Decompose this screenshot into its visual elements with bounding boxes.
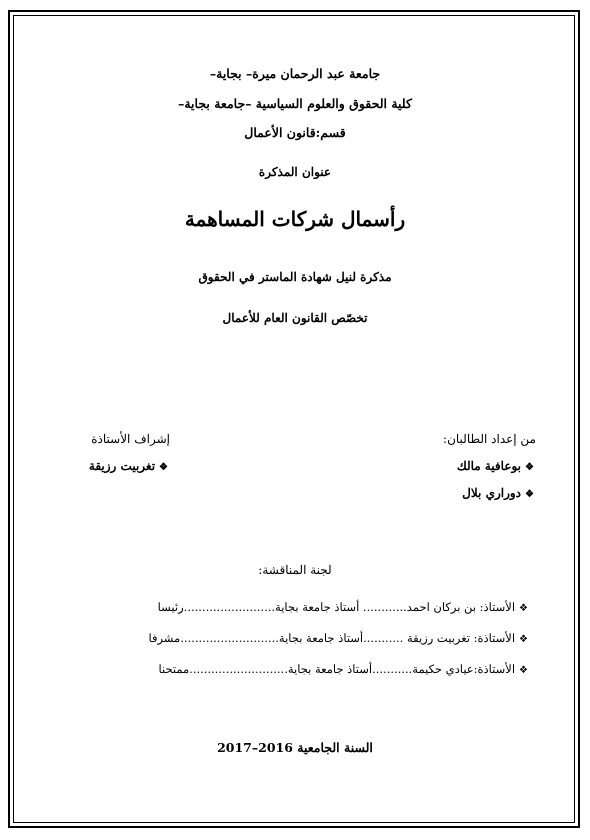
committee-member: ❖الأستاذة:عيادي حكيمة...........أستاذ جامعة بجاية...........................ممتحنا — [158, 662, 528, 676]
supervisor-name: تغربيت رزيقة — [88, 459, 156, 473]
committee-label: لجنة المناقشة: — [258, 563, 332, 577]
thesis-title-label: عنوان المذكرة — [258, 165, 332, 179]
student-name: بوعافية مالك — [456, 459, 522, 473]
student-item — [462, 486, 534, 500]
supervisor-item — [89, 459, 168, 473]
diamond-bullet-icon: ❖ — [525, 462, 534, 473]
diamond-bullet-icon: ❖ — [519, 634, 528, 645]
diamond-bullet-icon: ❖ — [525, 489, 534, 500]
faculty-name: كلية الحقوق والعلوم السياسية –جامعة بجاية– — [178, 96, 412, 111]
committee-member: ❖الأستاذة: تغربيت رزيقة ...........أستاذ جامعة بجاية...........................مشرفا — [148, 631, 528, 645]
university-name: جامعة عبد الرحمان ميرة– بجاية– — [209, 66, 381, 81]
department-name: قسم:قانون الأعمال — [244, 125, 346, 140]
student-name: دوراري بلال — [462, 486, 522, 500]
diamond-bullet-icon: ❖ — [519, 603, 528, 614]
diamond-bullet-icon: ❖ — [159, 462, 168, 473]
supervisor-label: إشراف الأستاذة — [91, 432, 170, 446]
student-item — [457, 459, 534, 473]
specialty-line: تخصّص القانون العام للأعمال — [222, 311, 368, 325]
committee-member: ❖الأستاذ: بن بركان احمد............ أستاذ جامعة بجاية.........................رئيسا — [157, 600, 528, 614]
students-label: من إعداد الطالبان: — [443, 432, 536, 446]
diamond-bullet-icon: ❖ — [519, 665, 528, 676]
academic-year: السنة الجامعية 2016–2017 — [217, 740, 373, 755]
thesis-title: رأسمال شركات المساهمة — [184, 207, 406, 231]
degree-line: مذكرة لنيل شهادة الماستر في الحقوق — [198, 270, 392, 284]
